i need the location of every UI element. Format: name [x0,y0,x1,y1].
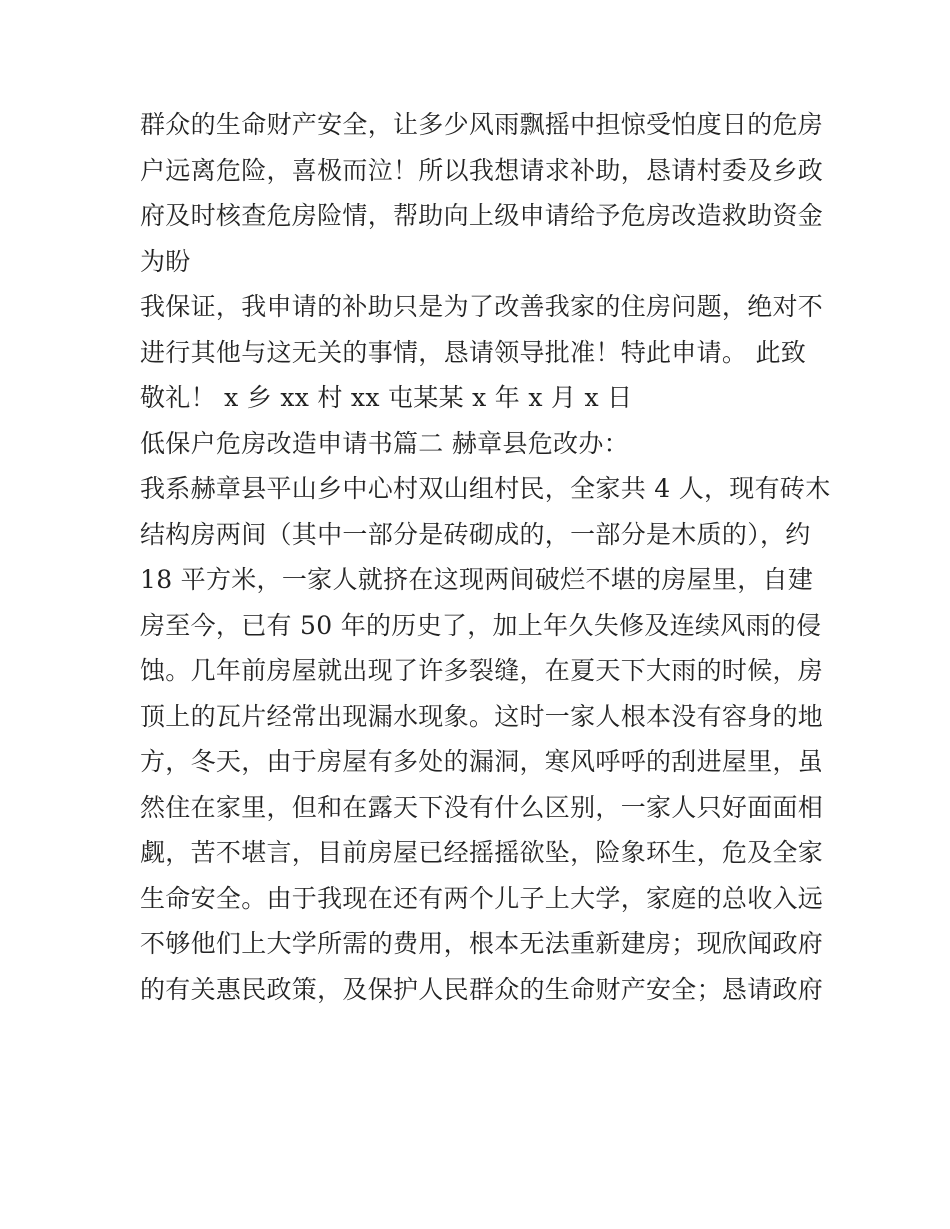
text-line: 的有关惠民政策，及保护人民群众的生命财产安全；恳请政府 [140,974,824,1004]
text-line: 蚀。几年前房屋就出现了许多裂缝，在夏天下大雨的时候，房 [140,656,824,685]
text-line: 房至今，已有 50 年的历史了，加上年久失修及连续风雨的侵 [140,610,822,640]
text-line: 觑，苦不堪言，目前房屋已经摇摇欲坠，险象环生，危及全家 [140,838,824,867]
text-line: 结构房两间（其中一部分是砖砌成的，一部分是木质的），约 [140,519,811,549]
text-line: 户远离危险，喜极而泣！所以我想请求补助，恳请村委及乡政 [140,155,824,185]
text-line: 不够他们上大学所需的费用，根本无法重新建房；现欣闻政府 [140,929,824,958]
text-line: 群众的生命财产安全，让多少风雨飘摇中担惊受怕度日的危房 [140,110,824,139]
section-heading: 低保户危房改造申请书篇二 赫章县危改办： [140,428,629,458]
text-line: 府及时核查危房险情，帮助向上级申请给予危房改造救助资金 [140,201,824,230]
text-line: 进行其他与这无关的事情，恳请领导批准！特此申请。 此致 [140,337,807,367]
text-line: 敬礼！ x 乡 xx 村 xx 屯某某 x 年 x 月 x 日 [140,383,633,412]
document-body [140,102,831,1012]
text-line: 方，冬天，由于房屋有多处的漏洞，寒风呼呼的刮进屋里，虽 [140,747,824,776]
text-line: 18 平方米，一家人就挤在这现两间破烂不堪的房屋里，自建 [140,565,814,594]
text-line: 我系赫章县平山乡中心村双山组村民，全家共 4 人，现有砖木 [140,474,831,503]
text-line: 我保证，我申请的补助只是为了改善我家的住房问题，绝对不 [140,292,824,321]
text-line: 顶上的瓦片经常出现漏水现象。这时一家人根本没有容身的地 [140,701,824,731]
text-line: 为盼 [140,246,191,276]
text-line: 生命安全。由于我现在还有两个儿子上大学，家庭的总收入远 [140,883,824,913]
text-line: 然住在家里，但和在露天下没有什么区别，一家人只好面面相 [140,792,824,822]
